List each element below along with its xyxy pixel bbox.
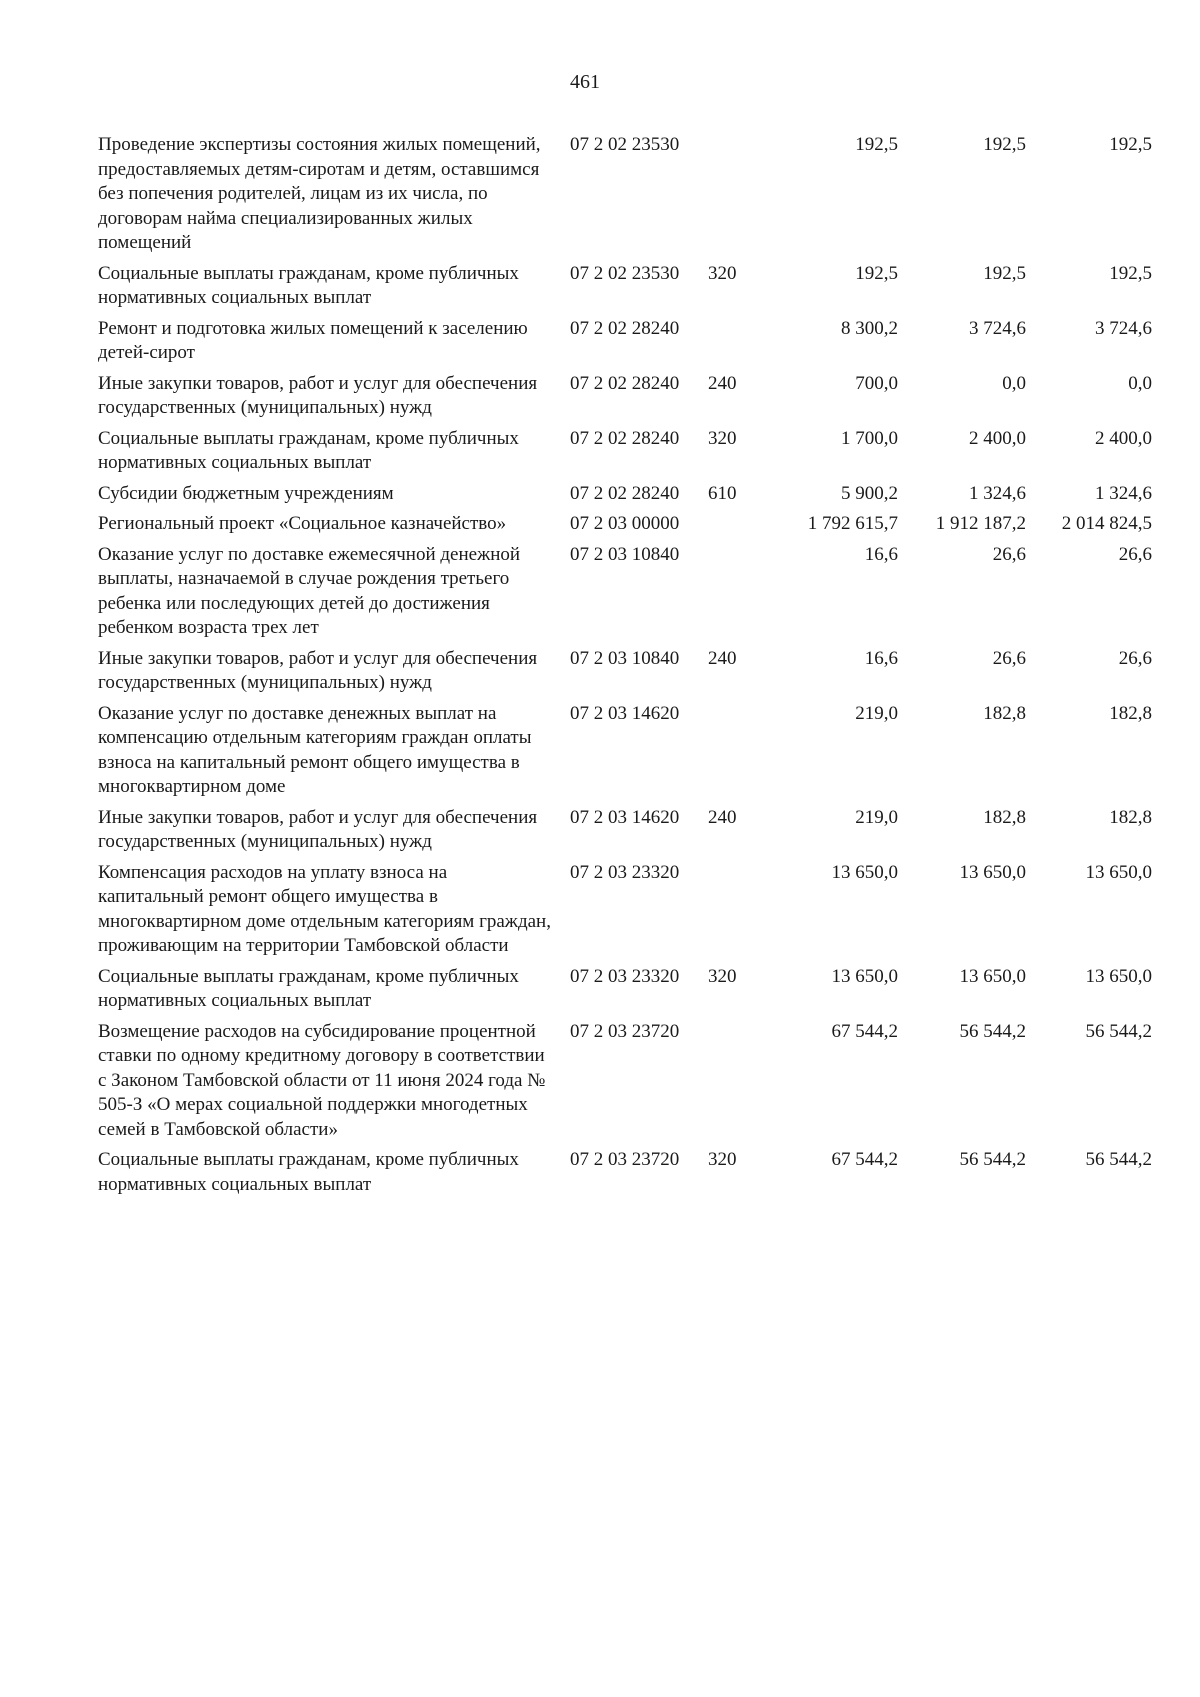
table-row	[98, 647, 1172, 696]
target-code: 07 2 02 23530	[570, 262, 680, 284]
amount-year-3: 13 650,0	[1085, 965, 1152, 987]
amount-year-3: 2 014 824,5	[1061, 513, 1152, 534]
amount-year-2: 13 650,0	[959, 861, 1026, 883]
expense-name: Социальные выплаты гражданам, кроме публичных нормативных социальных выплат	[98, 427, 519, 473]
amount-year-1: 16,6	[864, 647, 898, 669]
expense-type-code: 320	[708, 427, 737, 449]
amount-year-2: 182,8	[983, 806, 1026, 828]
expense-type-code: 240	[708, 647, 737, 669]
table-row	[98, 262, 1172, 311]
table-row	[98, 861, 1172, 959]
amount-year-2: 13 650,0	[959, 965, 1026, 987]
expense-name: Иные закупки товаров, работ и услуг для обеспечения государственных (муниципальных) нужд	[98, 806, 538, 852]
amount-year-3: 0,0	[1128, 372, 1152, 394]
expense-name: Оказание услуг по доставке денежных выплат на компенсацию отдельным категориям граждан оплаты взноса на капитальный ремонт общего имущества в многоквартирном доме	[98, 702, 532, 797]
amount-year-2: 2 400,0	[969, 427, 1026, 449]
table-row	[98, 482, 1172, 507]
amount-year-3: 26,6	[1118, 647, 1152, 669]
target-code: 07 2 03 14620	[570, 702, 680, 724]
table-row	[98, 427, 1172, 476]
table-row	[98, 543, 1172, 641]
amount-year-1: 67 544,2	[831, 1149, 898, 1170]
target-code: 07 2 02 28240	[570, 372, 680, 394]
amount-year-3: 26,6	[1118, 543, 1152, 565]
amount-year-1: 1 792 615,7	[807, 513, 898, 534]
table-row	[98, 1020, 1172, 1143]
amount-year-3: 192,5	[1109, 262, 1152, 284]
expense-name: Ремонт и подготовка жилых помещений к заселению детей-сирот	[98, 317, 528, 363]
amount-year-2: 3 724,6	[969, 317, 1026, 339]
target-code: 07 2 03 10840	[570, 647, 680, 669]
expense-name: Возмещение расходов на субсидирование процентной ставки по одному кредитному договору в соответствии с Законом Тамбовской области от 11 июня 2024 года № 505-З «О мерах социальной поддержки многодетных семей в Тамбовской области»	[98, 1020, 546, 1140]
amount-year-3: 192,5	[1109, 134, 1152, 155]
expense-name: Субсидии бюджетным учреждениям	[98, 482, 394, 504]
table-row	[98, 133, 1172, 256]
target-code: 07 2 02 28240	[570, 482, 680, 504]
amount-year-1: 219,0	[855, 702, 898, 724]
expense-type-code: 320	[708, 1149, 737, 1170]
table-row	[98, 512, 1172, 537]
amount-year-3: 1 324,6	[1095, 482, 1152, 504]
amount-year-1: 16,6	[864, 543, 898, 565]
target-code: 07 2 03 23720	[570, 1020, 680, 1042]
table-row	[98, 702, 1172, 800]
amount-year-1: 5 900,2	[841, 482, 898, 504]
expense-type-code: 320	[708, 965, 737, 987]
amount-year-3: 182,8	[1109, 806, 1152, 828]
amount-year-3: 13 650,0	[1085, 861, 1152, 883]
expense-name: Социальные выплаты гражданам, кроме публичных нормативных социальных выплат	[98, 965, 519, 1011]
amount-year-1: 219,0	[855, 806, 898, 828]
expense-type-code: 240	[708, 372, 737, 394]
amount-year-2: 192,5	[983, 134, 1026, 155]
amount-year-2: 26,6	[992, 647, 1026, 669]
expense-name: Социальные выплаты гражданам, кроме публичных нормативных социальных выплат	[98, 1149, 519, 1195]
target-code: 07 2 03 23320	[570, 965, 680, 987]
amount-year-2: 1 324,6	[969, 482, 1026, 504]
amount-year-2: 0,0	[1002, 372, 1026, 394]
expense-type-code: 610	[708, 482, 737, 504]
amount-year-2: 56 544,2	[959, 1149, 1026, 1170]
amount-year-2: 26,6	[992, 543, 1026, 565]
expense-name: Проведение экспертизы состояния жилых помещений, предоставляемых детям-сиротам и детям, оставшимся без попечения родителей, лицам из их числа, по договорам найма специализированных жилых помещений	[98, 134, 541, 253]
amount-year-1: 1 700,0	[841, 427, 898, 449]
target-code: 07 2 02 28240	[570, 427, 680, 449]
expense-type-code: 320	[708, 262, 737, 284]
target-code: 07 2 03 00000	[570, 513, 680, 534]
amount-year-1: 13 650,0	[831, 861, 898, 883]
expense-name: Региональный проект «Социальное казначейство»	[98, 513, 507, 534]
amount-year-2: 56 544,2	[959, 1020, 1026, 1042]
amount-year-3: 2 400,0	[1095, 427, 1152, 449]
page-number: 461	[570, 71, 600, 93]
amount-year-2: 192,5	[983, 262, 1026, 284]
target-code: 07 2 02 23530	[570, 134, 680, 155]
amount-year-1: 8 300,2	[841, 317, 898, 339]
table-row	[98, 372, 1172, 421]
table-row	[98, 806, 1172, 855]
target-code: 07 2 03 23320	[570, 861, 680, 883]
amount-year-2: 1 912 187,2	[935, 513, 1026, 534]
expense-name: Социальные выплаты гражданам, кроме публичных нормативных социальных выплат	[98, 262, 519, 308]
target-code: 07 2 03 10840	[570, 543, 680, 565]
amount-year-3: 56 544,2	[1085, 1020, 1152, 1042]
target-code: 07 2 03 14620	[570, 806, 680, 828]
table-row	[98, 1148, 1172, 1197]
budget-table	[98, 133, 1172, 1203]
expense-type-code: 240	[708, 806, 737, 828]
amount-year-1: 13 650,0	[831, 965, 898, 987]
expense-name: Оказание услуг по доставке ежемесячной денежной выплаты, назначаемой в случае рождения третьего ребенка или последующих детей до достижения ребенком возраста трех лет	[98, 543, 521, 638]
amount-year-3: 3 724,6	[1095, 317, 1152, 339]
expense-name: Иные закупки товаров, работ и услуг для обеспечения государственных (муниципальных) нужд	[98, 372, 538, 418]
table-row	[98, 965, 1172, 1014]
amount-year-2: 182,8	[983, 702, 1026, 724]
target-code: 07 2 02 28240	[570, 317, 680, 339]
expense-name: Иные закупки товаров, работ и услуг для обеспечения государственных (муниципальных) нужд	[98, 647, 538, 693]
target-code: 07 2 03 23720	[570, 1149, 680, 1170]
expense-name: Компенсация расходов на уплату взноса на капитальный ремонт общего имущества в многоквартирном доме отдельным категориям граждан, проживающим на территории Тамбовской области	[98, 861, 551, 956]
table-row	[98, 317, 1172, 366]
amount-year-1: 192,5	[855, 262, 898, 284]
amount-year-1: 192,5	[855, 134, 898, 155]
amount-year-3: 182,8	[1109, 702, 1152, 724]
amount-year-1: 67 544,2	[831, 1020, 898, 1042]
amount-year-3: 56 544,2	[1085, 1149, 1152, 1170]
amount-year-1: 700,0	[855, 372, 898, 394]
